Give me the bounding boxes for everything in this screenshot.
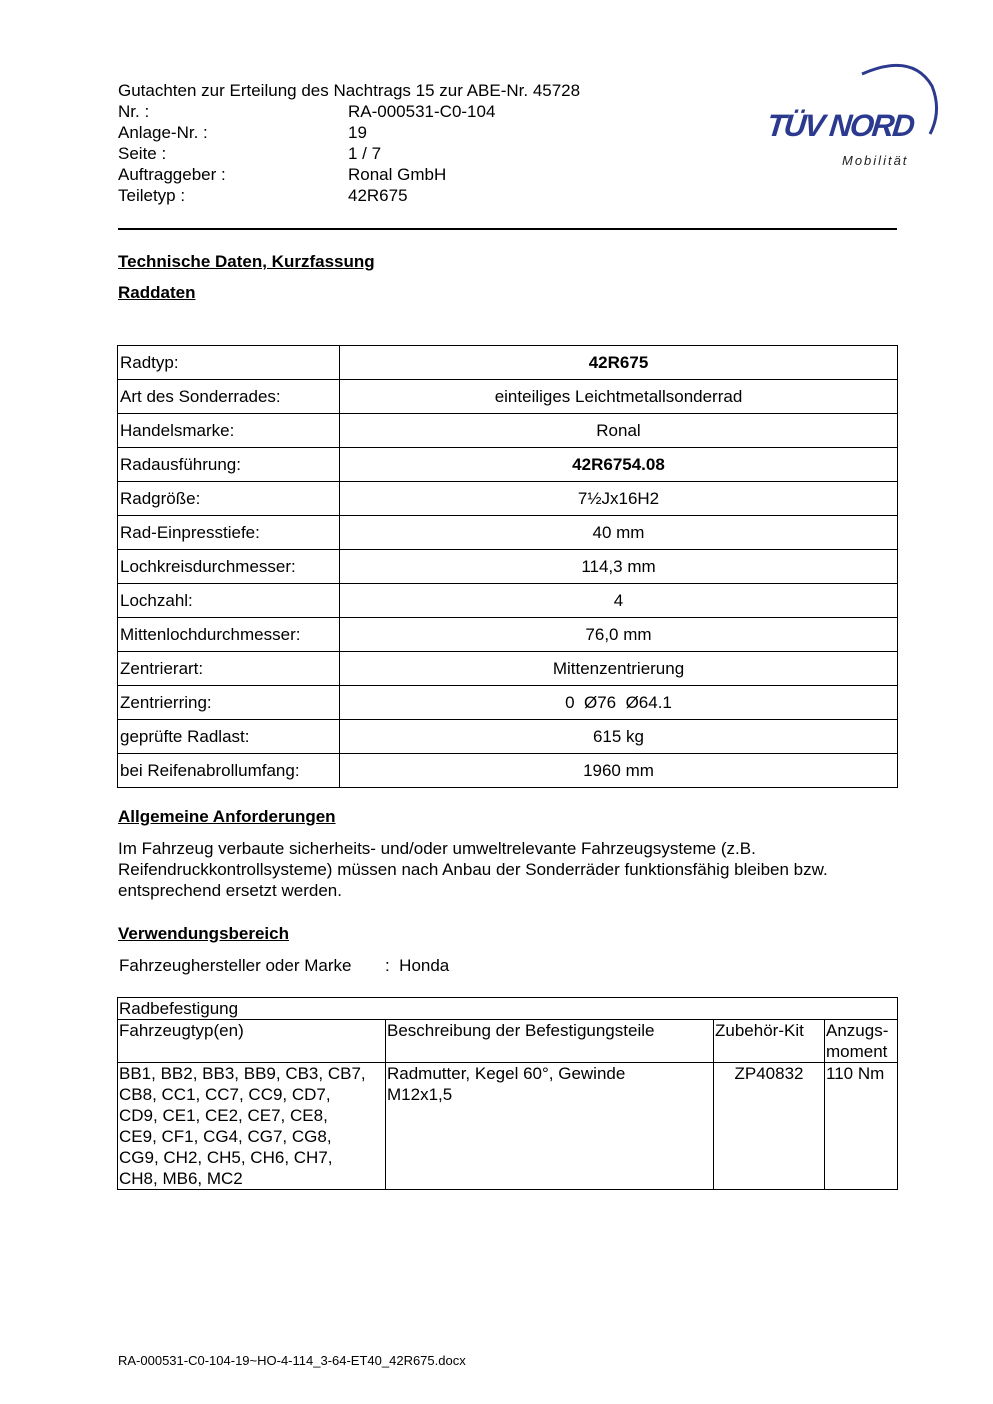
footer-filename: RA-000531-C0-104-19~HO-4-114_3-64-ET40_42R675.docx xyxy=(118,1353,466,1368)
mounting-caption: Radbefestigung xyxy=(118,998,898,1020)
torque-cell: 110 Nm xyxy=(825,1063,898,1190)
section-heading-anforderungen: Allgemeine Anforderungen xyxy=(118,807,336,826)
mounting-desc-line: M12x1,5 xyxy=(387,1085,453,1104)
wheel-value: 42R675 xyxy=(340,346,898,380)
wheel-value: 42R6754.08 xyxy=(340,448,898,482)
wheel-label: Lochzahl: xyxy=(118,584,340,618)
mounting-desc-line: Radmutter, Kegel 60°, Gewinde xyxy=(387,1064,626,1083)
tuv-nord-logo xyxy=(762,56,942,176)
section-heading-tech: Technische Daten, Kurzfassung xyxy=(118,252,375,271)
header-row-auftraggeber xyxy=(118,164,818,185)
wheel-label: Rad-Einpresstiefe: xyxy=(118,516,340,550)
header-label: Nr. : xyxy=(118,102,150,121)
wheel-value: 40 mm xyxy=(340,516,898,550)
wheel-label: Radtyp: xyxy=(118,346,340,380)
wheel-label: Zentrierring: xyxy=(118,686,340,720)
wheel-value: 0 Ø76 Ø64.1 xyxy=(340,686,898,720)
wheel-value: 4 xyxy=(340,584,898,618)
table-row xyxy=(118,482,898,516)
wheel-value: 1960 mm xyxy=(340,754,898,788)
wheel-label: Lochkreisdurchmesser: xyxy=(118,550,340,584)
table-row xyxy=(118,686,898,720)
wheel-value: 615 kg xyxy=(340,720,898,754)
logo-brand: TÜV NORD xyxy=(765,108,915,143)
wheel-label: geprüfte Radlast: xyxy=(118,720,340,754)
table-row xyxy=(118,584,898,618)
wheel-label: Radgröße: xyxy=(118,482,340,516)
table-row xyxy=(118,550,898,584)
table-row xyxy=(118,754,898,788)
table-row xyxy=(118,448,898,482)
header-value: 1 / 7 xyxy=(348,144,382,163)
header-row-teiletyp xyxy=(118,185,818,206)
wheel-value: einteiliges Leichtmetallsonderrad xyxy=(340,380,898,414)
table-row xyxy=(118,380,898,414)
vehicle-make xyxy=(119,956,449,976)
header-label: Auftraggeber : xyxy=(118,165,226,184)
vehicle-types-line: CE9, CF1, CG4, CG7, CG8, xyxy=(119,1127,332,1146)
header-torque-line: Anzugs- xyxy=(826,1021,889,1040)
vehicle-types-line: CG9, CH2, CH5, CH6, CH7, xyxy=(119,1148,333,1167)
wheel-label: Mittenlochdurchmesser: xyxy=(118,618,340,652)
table-row xyxy=(118,414,898,448)
header-row-anlage xyxy=(118,122,818,143)
header-types: Fahrzeugtyp(en) xyxy=(118,1020,386,1063)
mounting-desc-cell xyxy=(386,1063,714,1190)
header-divider xyxy=(118,228,897,230)
wheel-data-table xyxy=(117,345,898,788)
header-value: Ronal GmbH xyxy=(348,165,447,184)
wheel-label: bei Reifenabrollumfang: xyxy=(118,754,340,788)
table-row xyxy=(118,346,898,380)
header-row-nr xyxy=(118,101,818,122)
section-heading-raddaten: Raddaten xyxy=(118,283,196,302)
requirements-paragraph: Im Fahrzeug verbaute sicherheits- und/oder umweltrelevante Fahrzeugsysteme (z.B. Reifendruckkontrollsysteme) müssen nach Anbau der Sonderräder funktionsfähig bleiben bzw. entsprechend ersetzt werden. xyxy=(118,839,828,900)
table-row xyxy=(118,516,898,550)
wheel-value: Mittenzentrierung xyxy=(340,652,898,686)
header-value: 19 xyxy=(348,123,367,142)
wheel-label: Zentrierart: xyxy=(118,652,340,686)
header-row-seite xyxy=(118,143,818,164)
wheel-label: Radausführung: xyxy=(118,448,340,482)
vehicle-types-line: CD9, CE1, CE2, CE7, CE8, xyxy=(119,1106,328,1125)
wheel-label: Art des Sonderrades: xyxy=(118,380,340,414)
table-row xyxy=(118,1063,898,1190)
table-row xyxy=(118,720,898,754)
header-kit: Zubehör-Kit xyxy=(714,1020,825,1063)
vehicle-types-cell xyxy=(118,1063,386,1190)
header-value: RA-000531-C0-104 xyxy=(348,102,496,121)
header-torque xyxy=(825,1020,898,1063)
make-label: Fahrzeughersteller oder Marke xyxy=(119,956,352,975)
table-header-row xyxy=(118,1020,898,1063)
document-header xyxy=(118,80,818,206)
header-label: Teiletyp : xyxy=(118,186,186,205)
table-row xyxy=(118,998,898,1020)
header-desc: Beschreibung der Befestigungsteile xyxy=(386,1020,714,1063)
document-title: Gutachten zur Erteilung des Nachtrags 15 zur ABE-Nr. 45728 xyxy=(118,81,581,100)
wheel-label: Handelsmarke: xyxy=(118,414,340,448)
vehicle-types-line: CH8, MB6, MC2 xyxy=(119,1169,243,1188)
header-value: 42R675 xyxy=(348,186,408,205)
header-label: Anlage-Nr. : xyxy=(118,123,208,142)
vehicle-types-line: CB8, CC1, CC7, CC9, CD7, xyxy=(119,1085,331,1104)
wheel-value: 114,3 mm xyxy=(340,550,898,584)
mounting-table xyxy=(117,997,898,1190)
header-torque-line: moment xyxy=(826,1042,888,1061)
logo-subtitle: Mobilität xyxy=(842,153,909,168)
vehicle-types-line: BB1, BB2, BB3, BB9, CB3, CB7, xyxy=(119,1064,366,1083)
kit-cell: ZP40832 xyxy=(714,1063,825,1190)
make-value: : Honda xyxy=(385,956,450,975)
section-heading-verwendung: Verwendungsbereich xyxy=(118,924,289,943)
header-label: Seite : xyxy=(118,144,167,163)
wheel-value: 7½Jx16H2 xyxy=(340,482,898,516)
table-row xyxy=(118,652,898,686)
wheel-value: Ronal xyxy=(340,414,898,448)
table-row xyxy=(118,618,898,652)
wheel-value: 76,0 mm xyxy=(340,618,898,652)
